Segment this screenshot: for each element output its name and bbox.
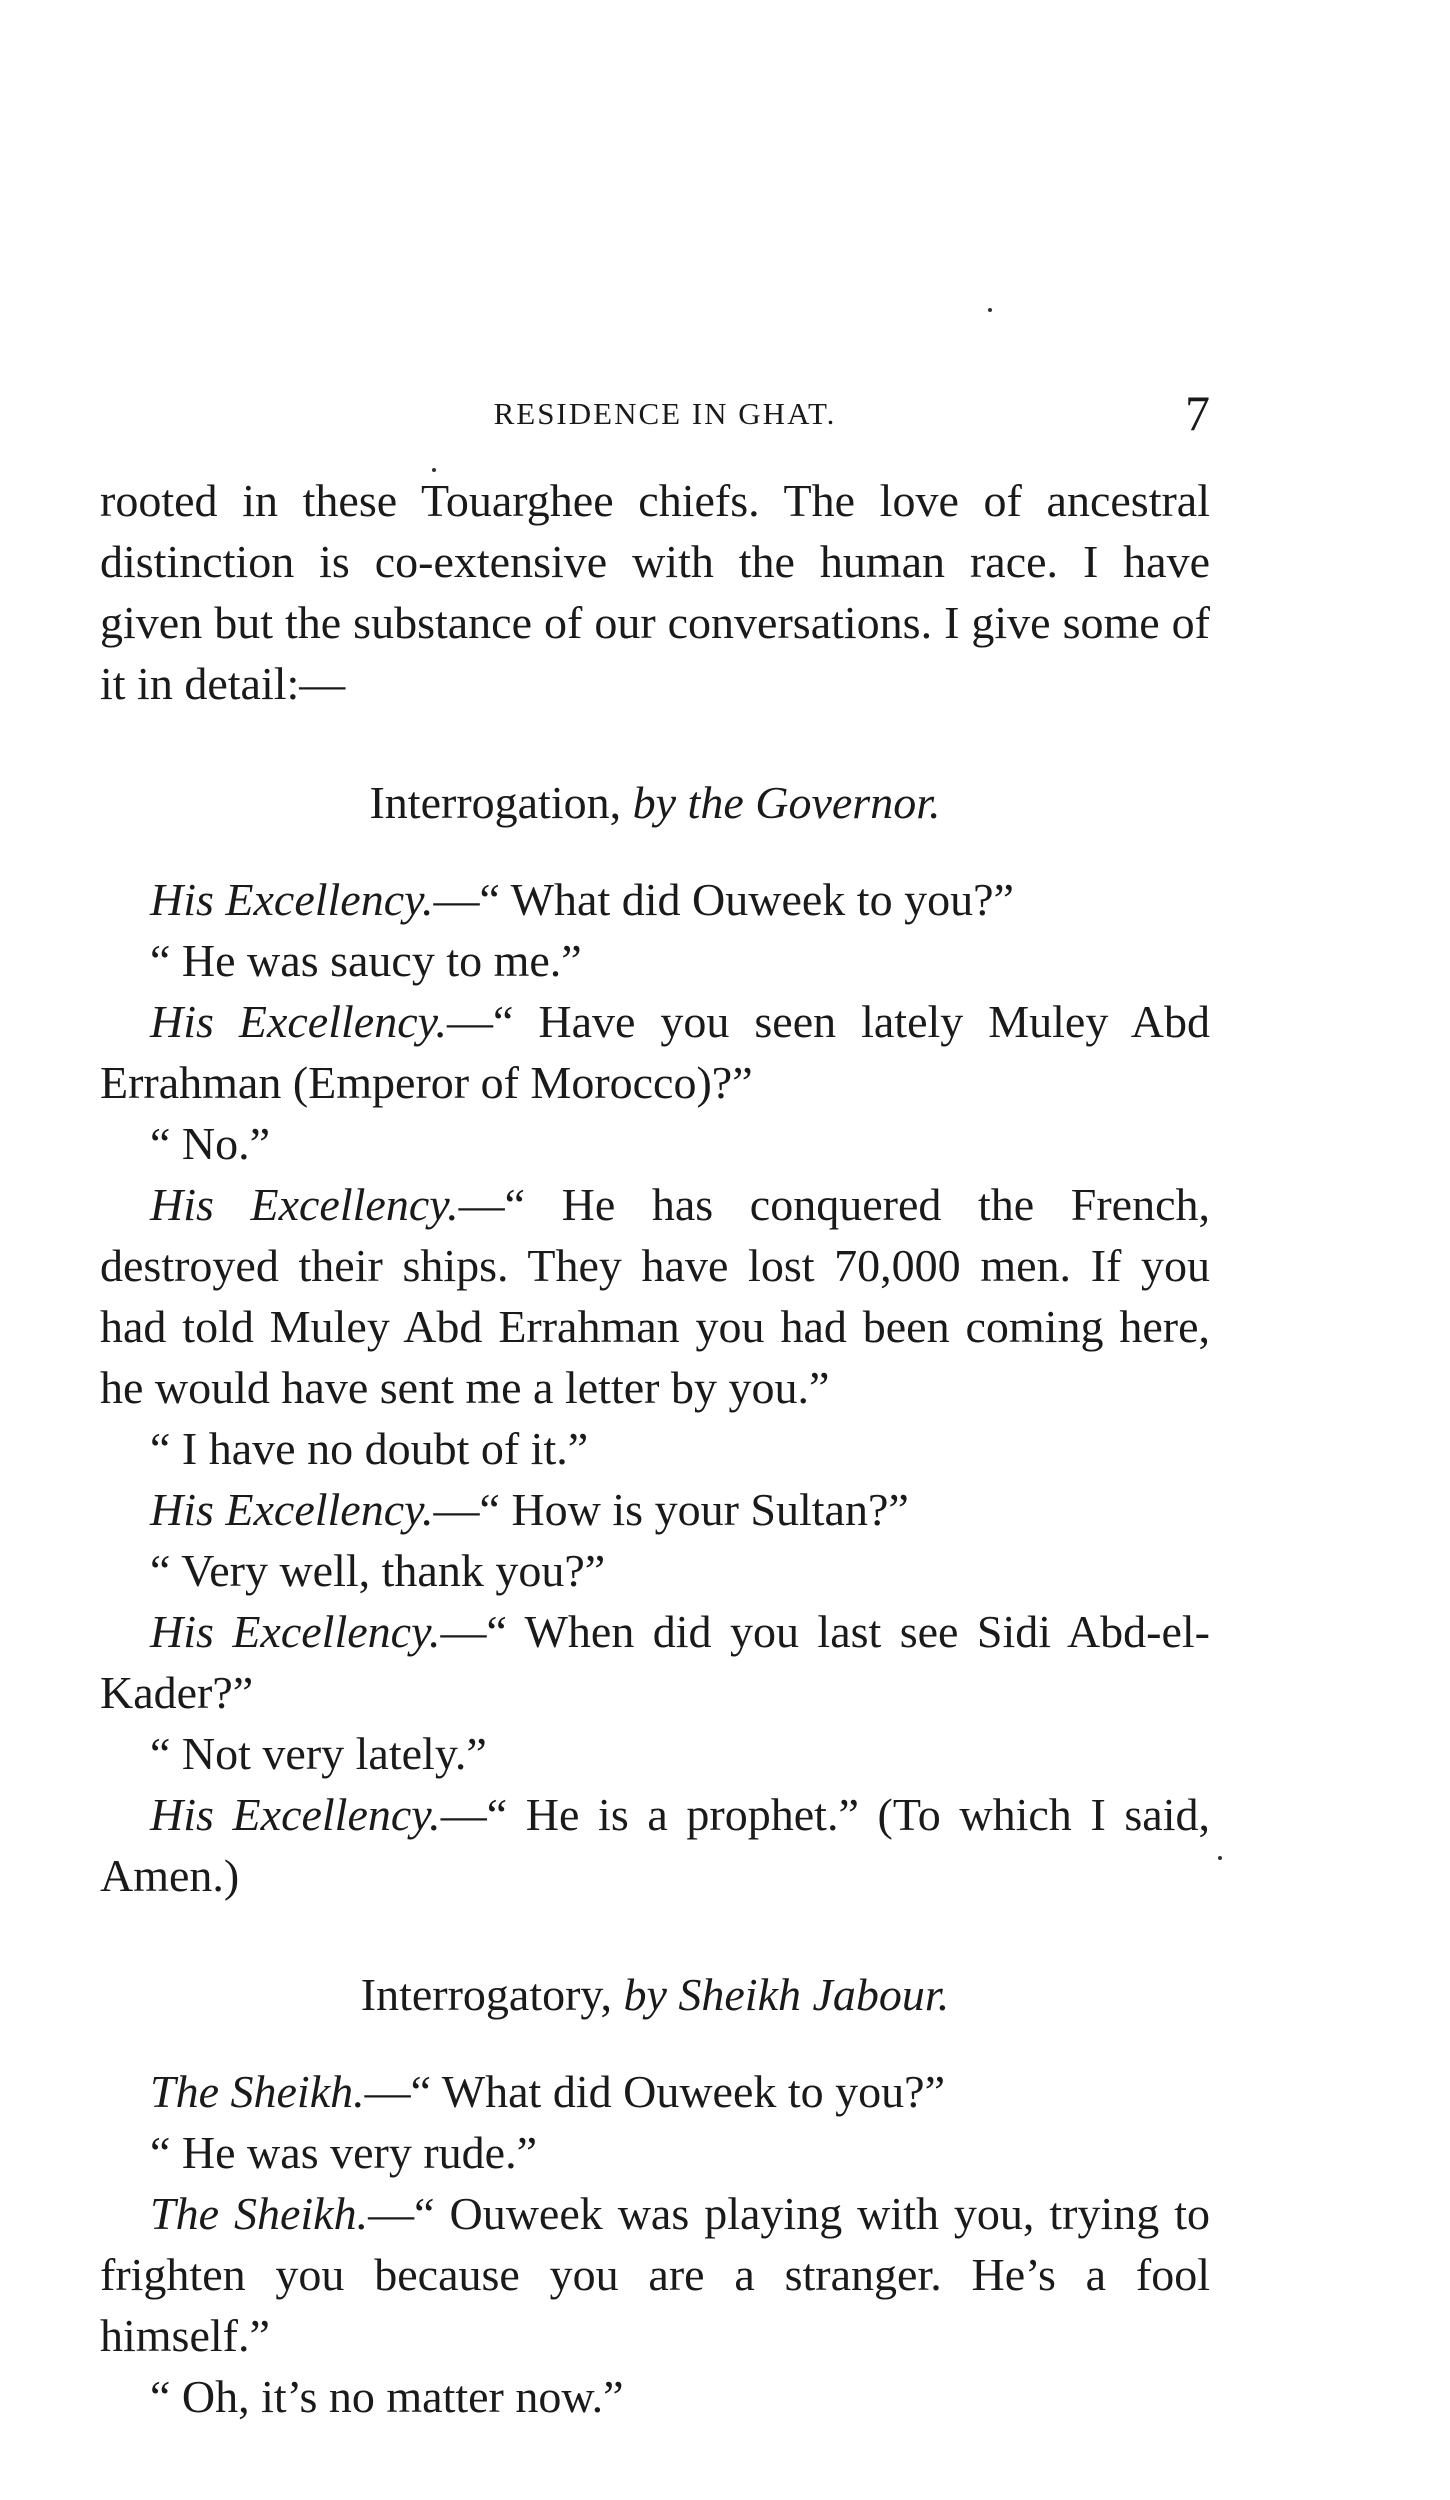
dialogue-line	[100, 2183, 1210, 2366]
heading-lead: Interrogation,	[369, 777, 633, 828]
dialogue-sheikh	[100, 2061, 1210, 2427]
dialogue-text: —“ How is your Sultan?”	[433, 1484, 909, 1535]
running-head: RESIDENCE IN GHAT.	[493, 396, 837, 431]
speaker-name: His Excellency.	[150, 996, 447, 1047]
print-speck	[1218, 1856, 1222, 1860]
dialogue-text: “ Very well, thank you?”	[150, 1545, 606, 1596]
speaker-name: His Excellency.	[150, 1606, 441, 1657]
dialogue-text: —“ What did Ouweek to you?”	[433, 874, 1014, 925]
speaker-name: The Sheikh.	[150, 2066, 365, 2117]
dialogue-governor	[100, 869, 1210, 1906]
dialogue-line	[100, 869, 1210, 930]
dialogue-text: “ Oh, it’s no matter now.”	[150, 2371, 624, 2422]
dialogue-line	[100, 1723, 1210, 1784]
dialogue-text: —“ He is a prophet.” (To which I said, Amen.)	[100, 1789, 1211, 1901]
speaker-name: His Excellency.	[150, 1789, 441, 1840]
dialogue-line	[100, 2122, 1210, 2183]
speaker-name: His Excellency.	[150, 1484, 434, 1535]
intro-paragraph: rooted in these Touarghee chiefs. The love of ancestral distinction is co-extensive with the human race. I have given but the substance of our conversations. I give some of it in detail:—	[100, 475, 1210, 709]
section-heading-governor	[100, 772, 1210, 833]
dialogue-text: —“ What did Ouweek to you?”	[364, 2066, 945, 2117]
heading-tail: by Sheikh Jabour.	[623, 1969, 950, 2020]
print-speck	[988, 308, 992, 312]
dialogue-text: “ I have no doubt of it.”	[150, 1423, 589, 1474]
dialogue-line	[100, 1479, 1210, 1540]
dialogue-line	[100, 930, 1210, 991]
dialogue-line	[100, 991, 1210, 1113]
dialogue-text: “ He was very rude.”	[150, 2127, 537, 2178]
dialogue-line	[100, 1113, 1210, 1174]
heading-lead: Interrogatory,	[360, 1969, 624, 2020]
page-header	[120, 385, 1210, 448]
dialogue-line	[100, 2366, 1210, 2427]
speaker-name: The Sheikh.	[150, 2188, 369, 2239]
dialogue-line	[100, 1784, 1210, 1906]
speaker-name: His Excellency.	[150, 1179, 459, 1230]
dialogue-text: —“ When did you last see Sidi Abd-el-Kader?”	[100, 1606, 1210, 1718]
dialogue-text: —“ He has conquered the French, destroyed their ships. They have lost 70,000 men. If you had told Muley Abd Errahman you had been coming here, he would have sent me a letter by you.”	[100, 1179, 1210, 1413]
section-heading-sheikh	[100, 1964, 1210, 2025]
heading-tail: by the Governor.	[632, 777, 941, 828]
dialogue-line	[100, 1601, 1210, 1723]
dialogue-text: “ Not very lately.”	[150, 1728, 487, 1779]
dialogue-line	[100, 1540, 1210, 1601]
dialogue-line	[100, 1174, 1210, 1418]
speaker-name: His Excellency.	[150, 874, 434, 925]
body-text	[100, 470, 1210, 2427]
dialogue-text: “ No.”	[150, 1118, 271, 1169]
dialogue-line	[100, 1418, 1210, 1479]
dialogue-text: “ He was saucy to me.”	[150, 935, 582, 986]
dialogue-text: —“ Ouweek was playing with you, trying to frighten you because you are a stranger. He’s a fool himself.”	[100, 2188, 1210, 2361]
dialogue-line	[100, 2061, 1210, 2122]
dialogue-text: —“ Have you seen lately Muley Abd Errahman (Emperor of Morocco)?”	[100, 996, 1210, 1108]
page-number: 7	[1185, 385, 1210, 441]
